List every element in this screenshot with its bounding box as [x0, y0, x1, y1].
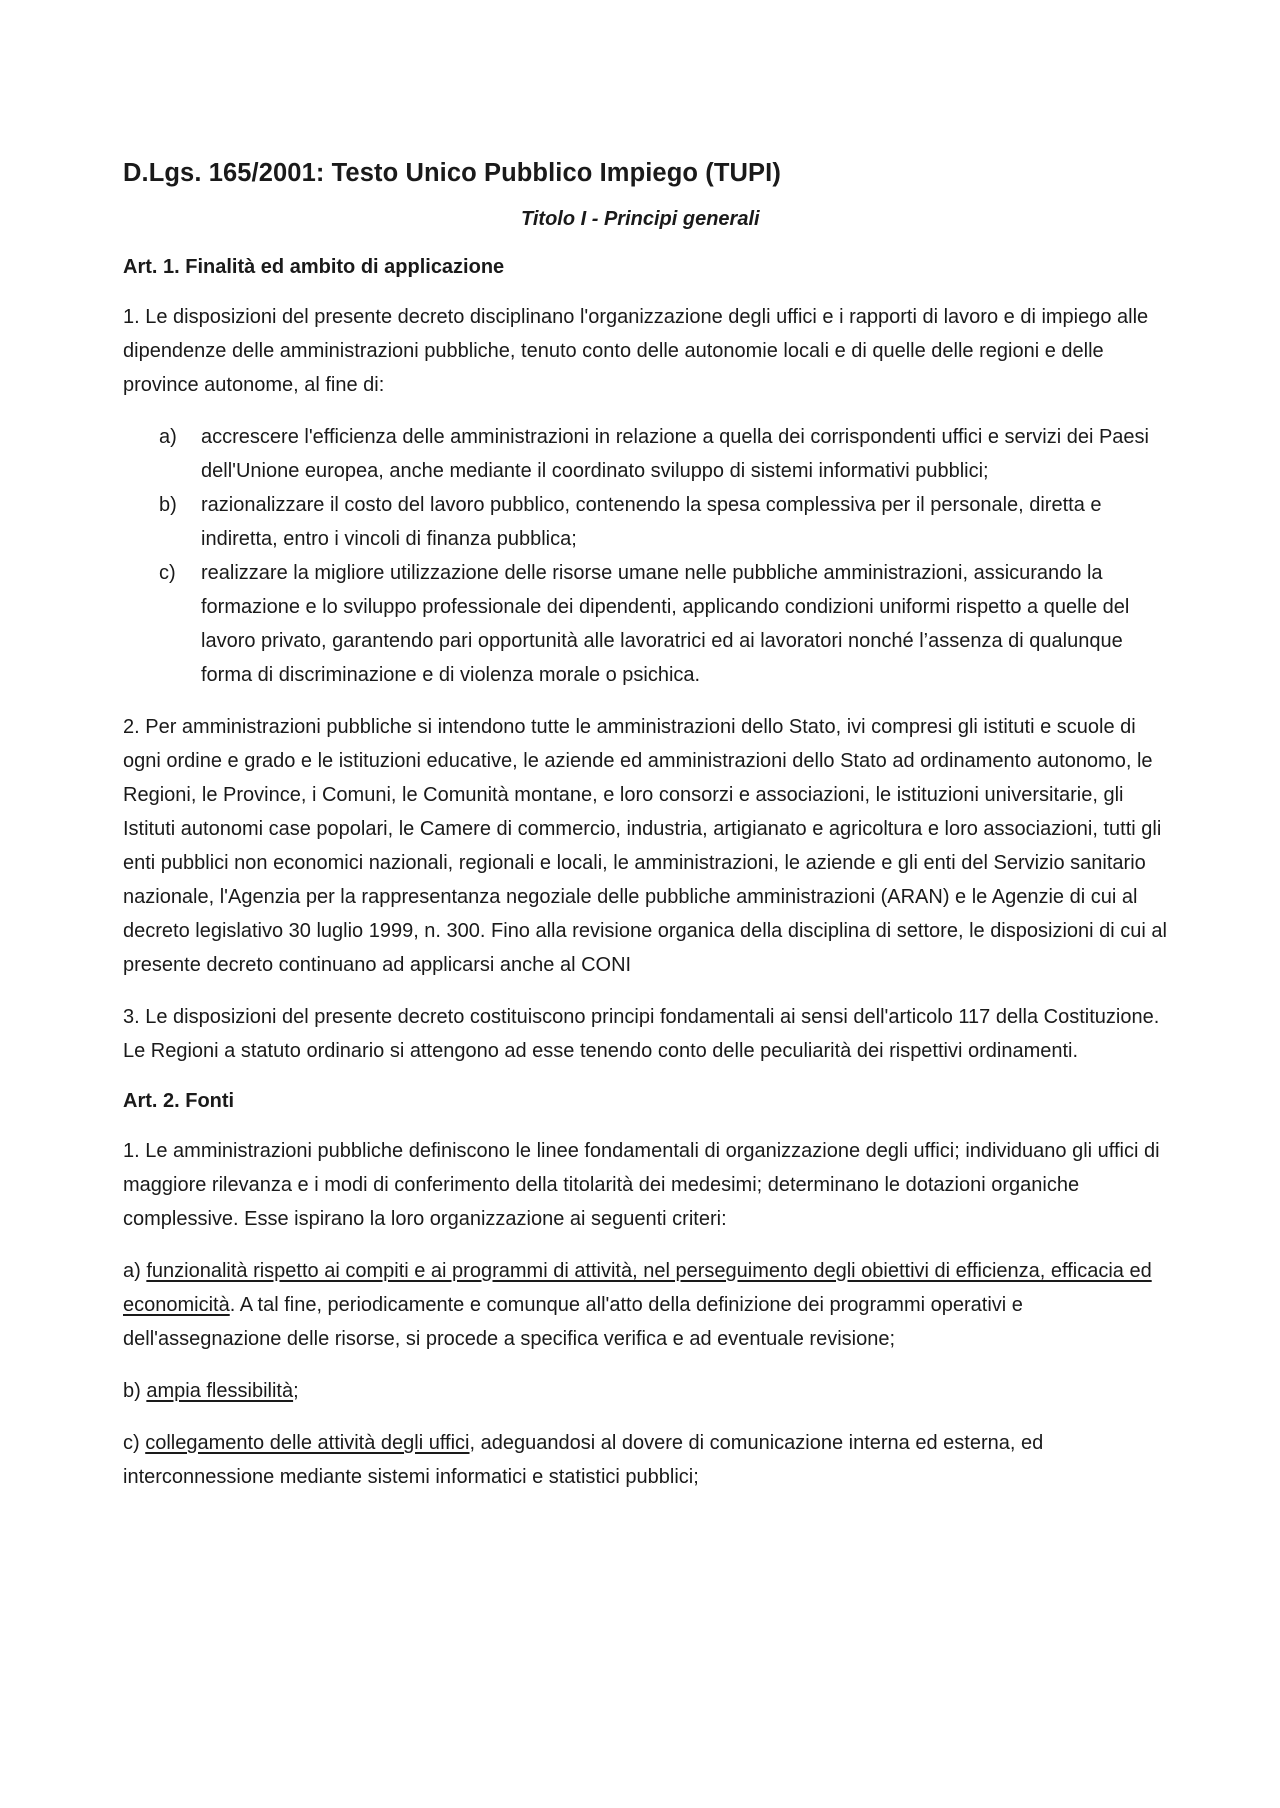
document-title: D.Lgs. 165/2001: Testo Unico Pubblico Impiego (TUPI) — [123, 159, 781, 187]
list-marker-c: c) — [159, 562, 176, 584]
article-2-heading: Art. 2. Fonti — [123, 1090, 235, 1112]
criterion-a-text: . A tal fine, periodicamente e comunque all'atto della definizione dei programmi operativi e dell'assegnazione delle risorse, si procede a specifica verifica e ad eventuale revisione; — [123, 1294, 1023, 1350]
criterion-b-underlined: ampia flessibilità — [146, 1380, 294, 1402]
article-1-heading: Art. 1. Finalità ed ambito di applicazione — [123, 256, 505, 278]
criterion-b-text: ; — [293, 1380, 299, 1402]
list-text-b: razionalizzare il costo del lavoro pubblico, contenendo la spesa complessiva per il personale, diretta e indiretta, entro i vincoli di finanza pubblica; — [201, 494, 1102, 550]
criterion-a-marker: a) — [123, 1260, 147, 1282]
criterion-c-text: , adeguandosi al dovere di comunicazione interna ed esterna, ed interconnessione mediante sistemi informatici e statistici pubblici; — [123, 1432, 1044, 1488]
article-1-paragraph-1: 1. Le disposizioni del presente decreto disciplinano l'organizzazione degli uffici e i rapporti di lavoro e di impiego alle dipendenze delle amministrazioni pubbliche, tenuto conto delle autonomie locali e di quelle delle regioni e delle province autonome, al fine di: — [123, 306, 1149, 396]
criterion-a-underlined: funzionalità rispetto ai compiti e ai programmi di attività, nel perseguimento degli obiettivi di efficienza, efficacia ed economicità — [123, 1260, 1152, 1316]
article-1-paragraph-2: 2. Per amministrazioni pubbliche si intendono tutte le amministrazioni dello Stato, ivi compresi gli istituti e scuole di ogni ordine e grado e le istituzioni educative, le aziende ed amministrazioni dello Stato ad ordinamento autonomo, le Regioni, le Province, i Comuni, le Comunità montane, e loro consorzi e associazioni, le istituzioni universitarie, gli Istituti autonomi case popolari, le Camere di commercio, industria, artigianato e agricoltura e loro associazioni, tutti gli enti pubblici non economici nazionali, regionali e locali, le amministrazioni, le aziende e gli enti del Servizio sanitario nazionale, l'Agenzia per la rappresentanza negoziale delle pubbliche amministrazioni (ARAN) e le Agenzie di cui al decreto legislativo 30 luglio 1999, n. 300. Fino alla revisione organica della disciplina di settore, le disposizioni di cui al presente decreto continuano ad applicarsi anche al CONI — [123, 716, 1167, 976]
document-content — [123, 156, 1178, 1512]
article-2-criterion-b — [123, 1374, 1178, 1408]
criterion-c-marker: c) — [123, 1432, 146, 1454]
article-2-paragraph-1: 1. Le amministrazioni pubbliche definiscono le linee fondamentali di organizzazione degli uffici; individuano gli uffici di maggiore rilevanza e i modi di conferimento della titolarità dei medesimi; determinano le dotazioni organiche complessive. Esse ispirano la loro organizzazione ai seguenti criteri: — [123, 1140, 1160, 1230]
list-text-c: realizzare la migliore utilizzazione delle risorse umane nelle pubbliche amministrazioni, assicurando la formazione e lo sviluppo professionale dei dipendenti, applicando condizioni uniformi rispetto a quelle del lavoro privato, garantendo pari opportunità alle lavoratrici ed ai lavoratori nonché l’assenza di qualunque forma di discriminazione e di violenza morale o psichica. — [201, 562, 1130, 686]
criterion-c-underlined: collegamento delle attività degli uffici — [145, 1432, 470, 1454]
list-text-a: accrescere l'efficienza delle amministrazioni in relazione a quella dei corrispondenti uffici e servizi dei Paesi dell'Unione europea, anche mediante il coordinato sviluppo di sistemi informativi pubblici; — [201, 426, 1149, 482]
list-item-a — [123, 420, 1178, 488]
article-1-paragraph-3: 3. Le disposizioni del presente decreto costituiscono principi fondamentali ai sensi dell'articolo 117 della Costituzione. Le Regioni a statuto ordinario si attengono ad esse tenendo conto delle peculiarità dei rispettivi ordinamenti. — [123, 1006, 1160, 1062]
article-1-list — [123, 420, 1178, 692]
list-item-b — [123, 488, 1178, 556]
article-2-criterion-c — [123, 1426, 1178, 1494]
list-item-c — [123, 556, 1178, 692]
article-2-criterion-a — [123, 1254, 1178, 1356]
section-title: Titolo I - Principi generali — [521, 208, 760, 230]
list-marker-b: b) — [159, 494, 177, 516]
criterion-b-marker: b) — [123, 1380, 147, 1402]
list-marker-a: a) — [159, 426, 177, 448]
